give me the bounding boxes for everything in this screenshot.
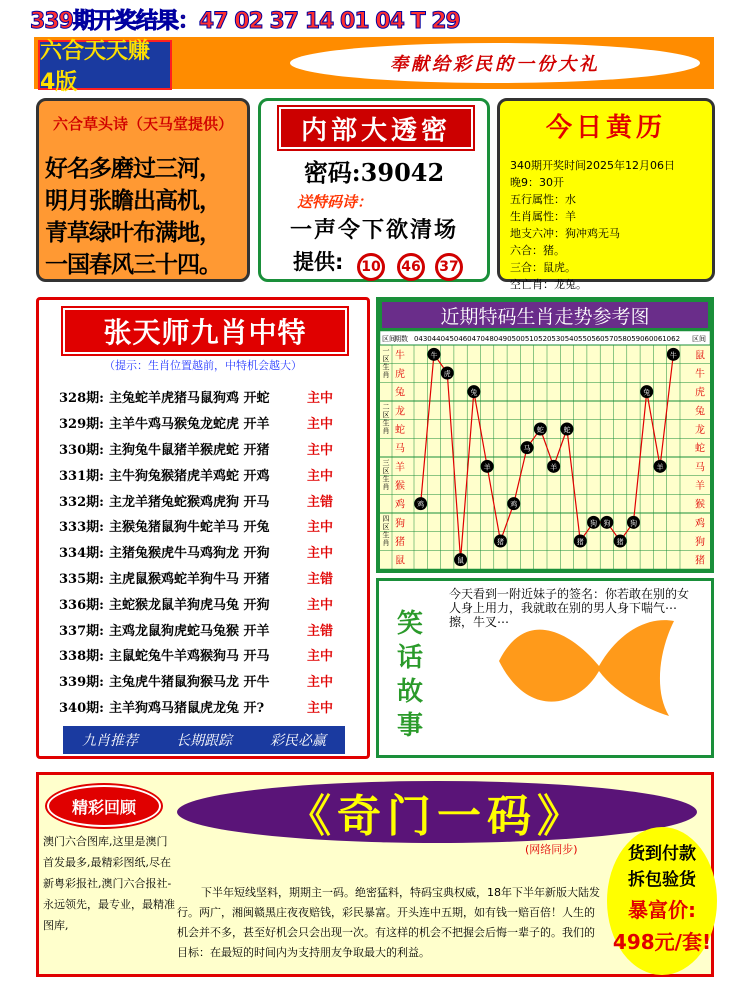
trend-period-label: 062 <box>666 335 681 343</box>
prediction-result: 主中 <box>307 675 334 691</box>
almanac-line: 地支六冲：狗冲鸡无马 <box>510 227 620 240</box>
prediction-row <box>59 436 333 462</box>
trend-row-label-right: 兔 <box>695 406 705 418</box>
prediction-body: 主蛇猴龙鼠羊狗虎马兔 开狗 <box>109 597 270 613</box>
footer-phrase: 彩民必赢 <box>270 733 326 749</box>
prediction-row <box>59 616 333 642</box>
trend-point-label: 猪 <box>496 538 504 546</box>
trend-point-label: 鸡 <box>510 500 518 509</box>
trend-period-label: 050 <box>507 335 521 343</box>
trend-row-label: 狗 <box>395 518 405 530</box>
trend-row-label: 虎 <box>395 369 405 380</box>
prediction-row <box>59 461 333 487</box>
trend-period-label: 047 <box>467 335 481 343</box>
trend-row-label: 羊 <box>395 462 405 474</box>
almanac-heading: 今日黄历 <box>545 113 666 143</box>
trend-period-label: 061 <box>653 335 667 343</box>
review-badge: 精彩回顾 <box>47 785 161 827</box>
trend-row-label-right: 狗 <box>695 537 705 548</box>
trend-period-label: 059 <box>626 335 641 343</box>
trend-point-label: 兔 <box>470 388 478 397</box>
number-ball: 46 <box>397 253 425 281</box>
trend-row-label-right: 虎 <box>695 387 705 399</box>
prediction-body: 主羊牛鸡马猴兔龙蛇虎 开羊 <box>109 417 270 433</box>
prediction-body: 主虎鼠猴鸡蛇羊狗牛马 开猪 <box>109 571 270 587</box>
trend-period-label: 055 <box>573 335 587 343</box>
joke-title-char: 笑 <box>396 609 423 639</box>
trend-point-label: 猪 <box>576 538 584 546</box>
trend-row-label: 龙 <box>395 406 405 418</box>
sync-note: (网络同步) <box>525 843 578 856</box>
prediction-body: 主猴兔猪鼠狗牛蛇羊马 开兔 <box>109 520 270 536</box>
prediction-period: 336期: <box>59 597 104 613</box>
trend-row-label-right: 蛇 <box>695 443 705 455</box>
trend-period-label: 049 <box>493 335 508 343</box>
slogan: 奉献给彩民的一份大礼 <box>290 43 700 83</box>
prediction-period: 337期: <box>59 623 104 639</box>
top-result-bar <box>0 0 750 36</box>
prediction-result: 主错 <box>307 623 334 639</box>
prediction-result: 主错 <box>307 571 334 587</box>
almanac-line: 340期开奖时间2025年12月06日 <box>510 159 675 172</box>
trend-point-label: 羊 <box>550 463 558 472</box>
nine-zodiac-footer <box>63 726 345 754</box>
trend-row-label: 牛 <box>395 350 405 362</box>
trend-row-label-right: 牛 <box>695 369 705 380</box>
trend-point-label: 羊 <box>483 463 491 472</box>
trend-point-label: 蛇 <box>563 426 571 434</box>
trend-row-label-right: 马 <box>695 462 705 474</box>
brand-badge: 六合天天赚 4版 <box>38 40 172 90</box>
prediction-period: 329期: <box>59 417 104 433</box>
prediction-result: 主中 <box>307 468 334 484</box>
joke-title-char: 故 <box>396 677 423 707</box>
trend-row-label: 猪 <box>395 537 405 548</box>
draw-result-text: 339期开奖结果：47 02 37 14 01 04 T 29 <box>30 9 460 34</box>
prediction-body: 主羊狗鸡马猪鼠虎龙兔 开? <box>109 700 265 716</box>
prediction-result: 主中 <box>307 417 334 433</box>
nine-zodiac-hint: （提示：生肖位置越前，中特机会越大） <box>104 359 302 372</box>
almanac-line: 晚9：30开 <box>510 176 564 189</box>
nine-zodiac-panel <box>36 297 370 759</box>
poem-line: 明月张瞻出高机， <box>45 188 221 214</box>
trend-period-label: 043 <box>413 335 428 343</box>
almanac-lines <box>510 157 675 293</box>
trend-period-label: 054 <box>560 335 574 343</box>
trend-point-label: 猪 <box>616 538 624 546</box>
prediction-result: 主中 <box>307 597 334 613</box>
trend-period-label: 051 <box>520 335 534 343</box>
prediction-row <box>59 410 333 436</box>
prediction-row <box>59 565 333 591</box>
nine-zodiac-heading: 张天师九肖中特 <box>63 308 347 354</box>
poem-line: 好名多磨过三河， <box>45 156 221 182</box>
prediction-body: 主龙羊猪兔蛇猴鸡虎狗 开马 <box>109 494 270 510</box>
trend-row-label-right: 鼠 <box>695 350 705 362</box>
trend-row-label: 鸡 <box>395 499 405 511</box>
poem-lines <box>45 153 253 281</box>
trend-row-label-right: 猴 <box>695 499 705 511</box>
trend-zone-label: 一区生肖 <box>382 347 390 379</box>
prediction-row <box>59 539 333 565</box>
prediction-period: 338期: <box>59 649 104 665</box>
prediction-row <box>59 513 333 539</box>
bottom-panel <box>36 772 714 977</box>
number-ball: 37 <box>435 253 463 281</box>
joke-text: 今天看到一附近妹子的签名：你若敢在别的女人身上用力，我就敢在别的男人身下喘气⋯擦，牛叉⋯ <box>449 587 690 629</box>
prediction-result: 主错 <box>307 494 334 510</box>
prediction-result: 主中 <box>307 391 334 407</box>
prediction-body: 主兔蛇羊虎猪马鼠狗鸡 开蛇 <box>109 391 270 407</box>
price-value: 498元/套! <box>612 930 712 954</box>
trend-row-label: 鼠 <box>395 555 405 567</box>
joke-panel <box>376 578 714 758</box>
trend-heading: 近期特码生肖走势参考图 <box>382 302 708 328</box>
almanac-line: 六合：猪。 <box>510 244 565 257</box>
trend-point-label: 蛇 <box>536 426 544 434</box>
prediction-result: 主中 <box>307 520 334 536</box>
footer-phrase: 九肖推荐 <box>82 733 138 749</box>
trend-period-label: 044 <box>427 335 441 343</box>
almanac-line: 五行属性：水 <box>510 193 576 206</box>
promo-text: 下半年短线坚料，期期主一码。绝密猛料，特码宝典权威，18年下半年新版大陆发行。两广，湘闽赣黑庄夜夜赔钱，彩民暴富。开头连中五期，如有钱一赔百倍！人生的机会并不多，甚至好机会只会出现一次。有这样的机会不把握会后悔一辈子的。我们的目标：在最短的时间内为支持朋友争取最大的利益。 <box>177 886 600 959</box>
poem-panel <box>36 98 250 282</box>
almanac-line: 生肖属性：羊 <box>510 210 576 223</box>
review-text: 澳门六合图库,这里是澳门首发最多,最精彩图纸,尽在新粤彩报社,澳门六合报社-永远领先，最专业，最精准图库, <box>43 835 175 932</box>
prediction-row <box>59 642 333 668</box>
trend-grid-background <box>380 331 710 569</box>
prediction-list <box>59 384 333 719</box>
footer-phrase: 长期跟踪 <box>176 733 232 749</box>
joke-vertical-title <box>395 607 425 743</box>
trend-point-label: 牛 <box>669 351 677 360</box>
trend-row-label: 马 <box>395 443 405 455</box>
prediction-period: 334期: <box>59 546 104 562</box>
trend-point-label: 马 <box>523 444 531 453</box>
trend-point-label: 牛 <box>430 351 438 360</box>
trend-row-label: 兔 <box>395 387 405 399</box>
prediction-period: 328期: <box>59 391 104 407</box>
trend-point-label: 狗 <box>590 519 598 528</box>
secret-heading: 内部大透密 <box>279 107 473 149</box>
prediction-body: 主牛狗兔猴猪虎羊鸡蛇 开鸡 <box>109 468 270 484</box>
trend-period-label: 052 <box>533 335 548 343</box>
trend-chart <box>380 331 710 569</box>
trend-row-label-right: 羊 <box>695 481 705 492</box>
prediction-period: 335期: <box>59 571 104 587</box>
almanac-line: 三合：鼠虎。 <box>510 261 576 274</box>
prediction-row <box>59 384 333 410</box>
trend-period-label: 048 <box>480 335 494 343</box>
prediction-row <box>59 487 333 513</box>
trend-period-label: 045 <box>440 335 454 343</box>
almanac-panel <box>497 98 715 291</box>
secret-panel <box>258 98 490 282</box>
trend-row-label-right: 猪 <box>695 555 705 567</box>
prediction-body: 主猪兔猴虎牛马鸡狗龙 开狗 <box>109 546 270 562</box>
prediction-body: 主鼠蛇兔牛羊鸡猴狗马 开马 <box>109 649 270 665</box>
price-block <box>611 841 713 957</box>
trend-panel <box>376 297 714 573</box>
prediction-row <box>59 590 333 616</box>
cod-line: 货到付款 <box>628 844 696 864</box>
joke-title-char: 事 <box>396 711 423 741</box>
trend-period-label: 060 <box>640 335 654 343</box>
trend-row-label-right: 鸡 <box>695 518 705 530</box>
prediction-period: 339期: <box>59 675 104 691</box>
provide-label: 提供: <box>293 250 344 274</box>
trend-row-label: 蛇 <box>395 425 405 436</box>
prediction-period: 340期: <box>59 700 104 716</box>
prediction-period: 333期: <box>59 520 104 536</box>
trend-period-label: 057 <box>600 335 614 343</box>
trend-corner-tail: 区间 <box>692 335 706 343</box>
prediction-result: 主中 <box>307 700 334 716</box>
secret-verse: 一声令下欲清场 <box>289 217 458 243</box>
qimen-banner: 《奇门一码》 <box>177 781 697 843</box>
trend-point-label: 虎 <box>443 370 451 378</box>
prediction-result: 主中 <box>307 546 334 562</box>
trend-corner-right: 期数 <box>394 335 408 343</box>
secret-code: 密码:39042 <box>303 158 445 187</box>
trend-corner-left: 区间 <box>382 335 396 343</box>
prediction-body: 主兔虎牛猪鼠狗猴马龙 开牛 <box>109 675 270 691</box>
prediction-result: 主中 <box>307 649 334 665</box>
inspect-line: 拆包验货 <box>628 870 696 890</box>
trend-zone-label: 三区生肖 <box>382 459 390 491</box>
trend-point-label: 狗 <box>629 519 637 528</box>
number-ball: 10 <box>357 253 385 281</box>
trend-period-label: 046 <box>453 335 468 343</box>
trend-zone-label: 二区生肖 <box>382 403 390 435</box>
trend-row-label-right: 龙 <box>695 425 705 436</box>
price-label: 暴富价: <box>628 898 696 922</box>
joke-title-char: 话 <box>396 643 423 673</box>
prediction-row <box>59 694 333 720</box>
trend-point-label: 鼠 <box>457 556 465 565</box>
prediction-period: 330期: <box>59 442 104 458</box>
almanac-line: 空亡肖：龙兔。 <box>510 278 587 291</box>
trend-zone-label: 四区生肖 <box>382 515 390 547</box>
poem-line: 一国春风三十四。 <box>45 252 221 278</box>
prediction-period: 331期: <box>59 468 104 484</box>
trend-point-label: 狗 <box>603 519 611 528</box>
prediction-row <box>59 668 333 694</box>
trend-period-label: 053 <box>546 335 561 343</box>
prediction-body: 主鸡龙鼠狗虎蛇马兔猴 开羊 <box>109 623 270 639</box>
trend-point-label: 鸡 <box>417 500 425 509</box>
prediction-result: 主中 <box>307 442 334 458</box>
secret-verse-label: 送特码诗： <box>297 193 373 211</box>
trend-point-label: 羊 <box>656 463 664 472</box>
trend-point-label: 兔 <box>643 388 651 397</box>
trend-period-label: 058 <box>613 335 627 343</box>
trend-row-label: 猴 <box>395 481 405 492</box>
prediction-period: 332期: <box>59 494 104 510</box>
prediction-body: 主狗兔牛鼠猪羊猴虎蛇 开猪 <box>109 442 270 458</box>
poem-line: 青草绿叶布满地， <box>45 220 221 246</box>
poem-title: 六合草头诗（天马堂提供） <box>52 115 233 133</box>
trend-period-label: 056 <box>586 335 601 343</box>
